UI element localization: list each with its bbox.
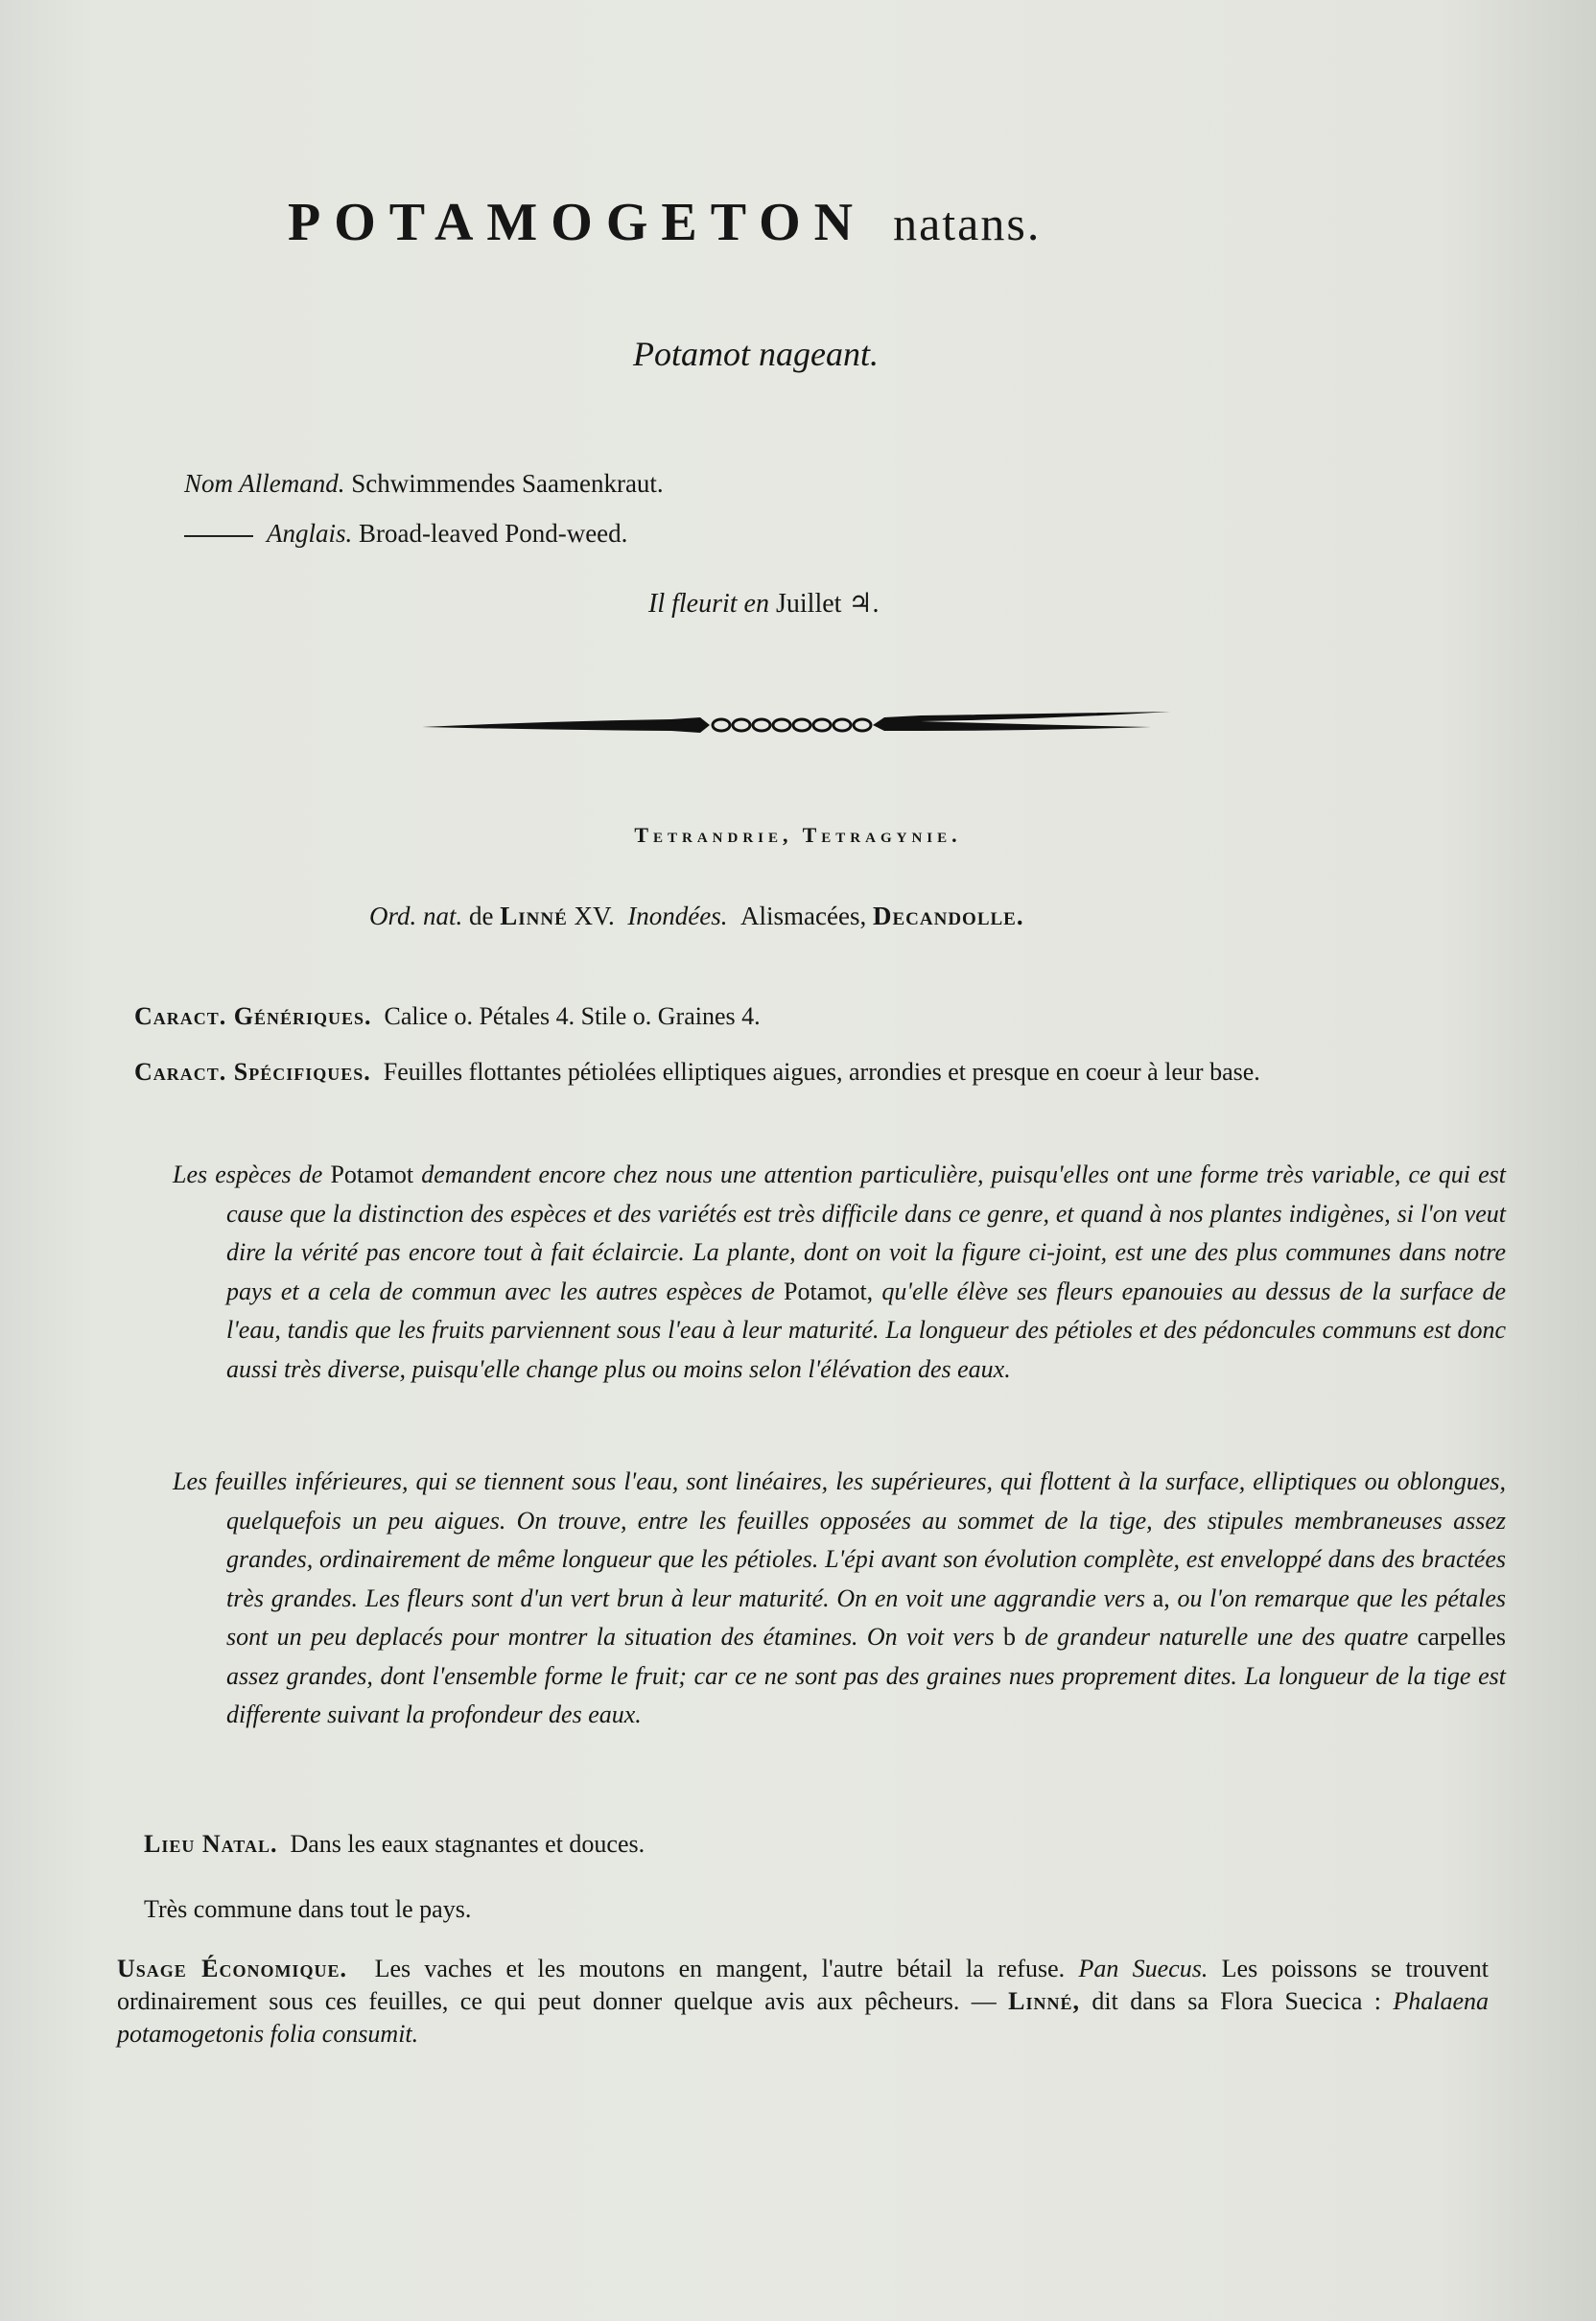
specific-label: Caract. Spécifiques. [134,1058,371,1086]
german-name-row [184,458,664,508]
order-linne: Linné [500,902,568,930]
flowering-prefix: Il fleurit en [648,589,769,619]
order-family: Inondées. [627,902,728,930]
usage-text2: Les poissons se trouvent ordinairement sous ces feuilles, ce qui peut donner quelque avis aux pêcheurs. — [117,1955,1490,2015]
p1-b: Potamot [330,1160,414,1188]
order-de: de [469,902,494,930]
generic-text: Calice o. Pétales 4. Stile o. Graines 4. [384,1002,761,1030]
order-decandolle: Decandolle. [872,902,1024,930]
frequency-note: Très commune dans tout le pays. [144,1895,472,1923]
ornament-divider-icon [422,706,1170,744]
p2-b: a, [1152,1583,1170,1612]
french-name: Potamot nageant. [633,335,879,373]
order-prefix: Ord. nat. [369,902,463,930]
p1-a: Les espèces de [173,1160,323,1188]
description-paragraph-1 [173,1156,1506,1389]
p2-f: carpelles [1417,1623,1507,1651]
usage-text3: dit dans sa Flora Suecica : [1091,1987,1381,2015]
flowering-month: Juillet [775,589,842,619]
lieu-text: Dans les eaux stagnantes et douces. [290,1830,645,1858]
description-paragraph-2 [173,1463,1506,1735]
genus-name: POTAMOGETON [288,193,867,252]
usage-label: Usage Économique. [117,1955,347,1982]
specific-characters [107,1053,1503,1091]
english-label: Anglais. [267,519,353,548]
common-names [184,458,664,558]
p2-a: Les feuilles inférieures, qui se tiennent sous l'eau, sont linéaires, les supérieures, qui flottent à la surface, elliptiques ou oblongues, quelquefois un peu aigues. On trouve, entre les feuilles opposées au sommet de la tige, des stipules membraneuses assez grandes, ordinairement de même longueur que les pétioles. L'épi avant son évolution complète, est enveloppé dans des bractées très grandes. Les fleurs sont d'un vert brun à leur maturité. On en voit une aggrandie vers [173,1467,1506,1612]
usage-quote: Phalaena potamogetonis folia consumit. [117,1987,1490,2048]
generic-label: Caract. Génériques. [134,1002,372,1030]
order-alismacees: Alismacées, [740,902,867,930]
p1-c: demandent encore chez nous une attention particulière, puisqu'elles ont une forme très variable, ce qui est cause que la distinction des espèces et des variétés est très difficile dans ce genre, et quand à nos plantes indigènes, si l'on veut dire la vérité pas encore tout à fait éclaircie. La plante, dont on voit la figure ci-joint, est une des plus communes dans notre pays et a cela de commun avec les autres espèces de [226,1160,1507,1305]
species-name: natans. [893,197,1042,250]
usage-ref: Pan Suecus. [1078,1955,1209,1982]
usage-text1: Les vaches et les moutons en mangent, l'autre bétail la refuse. [374,1955,1066,1982]
p1-e: qu'elle élève ses fleurs epanouies au dessus de la surface de l'eau, tandis que les fruits parviennent sous l'eau à leur maturité. La longueur des pétioles et des pédoncules communs est donc aussi très diverse, puisqu'elle change plus ou moins selon l'élévation des eaux. [226,1277,1506,1383]
p1-d: Potamot, [784,1277,874,1305]
p2-e: de grandeur naturelle une des quatre [1024,1623,1409,1651]
linnaean-class: Tetrandrie, Tetragynie. [634,823,962,847]
english-name-row [184,508,664,558]
p2-c: ou l'on remarque que les pétales sont un peu deplacés pour montrer la situation des étamines. On voit vers [226,1583,1507,1651]
p2-d: b [1002,1623,1016,1651]
ditto-dash [184,535,253,537]
lieu-label: Lieu Natal. [144,1830,278,1858]
specific-line [107,1053,1503,1091]
generic-characters [134,997,761,1036]
usage-linne: Linné, [1008,1987,1080,2015]
native-habitat [144,1830,645,1859]
page-title [288,192,1247,253]
order-number: XV. [574,902,615,930]
german-value: Schwimmendes Saamenkraut. [351,469,664,498]
perennial-symbol: ♃. [848,589,880,619]
flowering-time [648,587,880,620]
specific-text: Feuilles flottantes pétiolées elliptiques aigues, arrondies et presque en coeur à leur base. [383,1058,1260,1086]
natural-order [369,902,1024,931]
p2-g: assez grandes, dont l'ensemble forme le fruit; car ce ne sont pas des graines nues proprement dites. La longueur de la tige est differente suivant la profondeur des eaux. [226,1661,1506,1728]
economic-use [117,1953,1489,2051]
english-value: Broad-leaved Pond-weed. [359,519,628,548]
german-label: Nom Allemand. [184,469,345,498]
